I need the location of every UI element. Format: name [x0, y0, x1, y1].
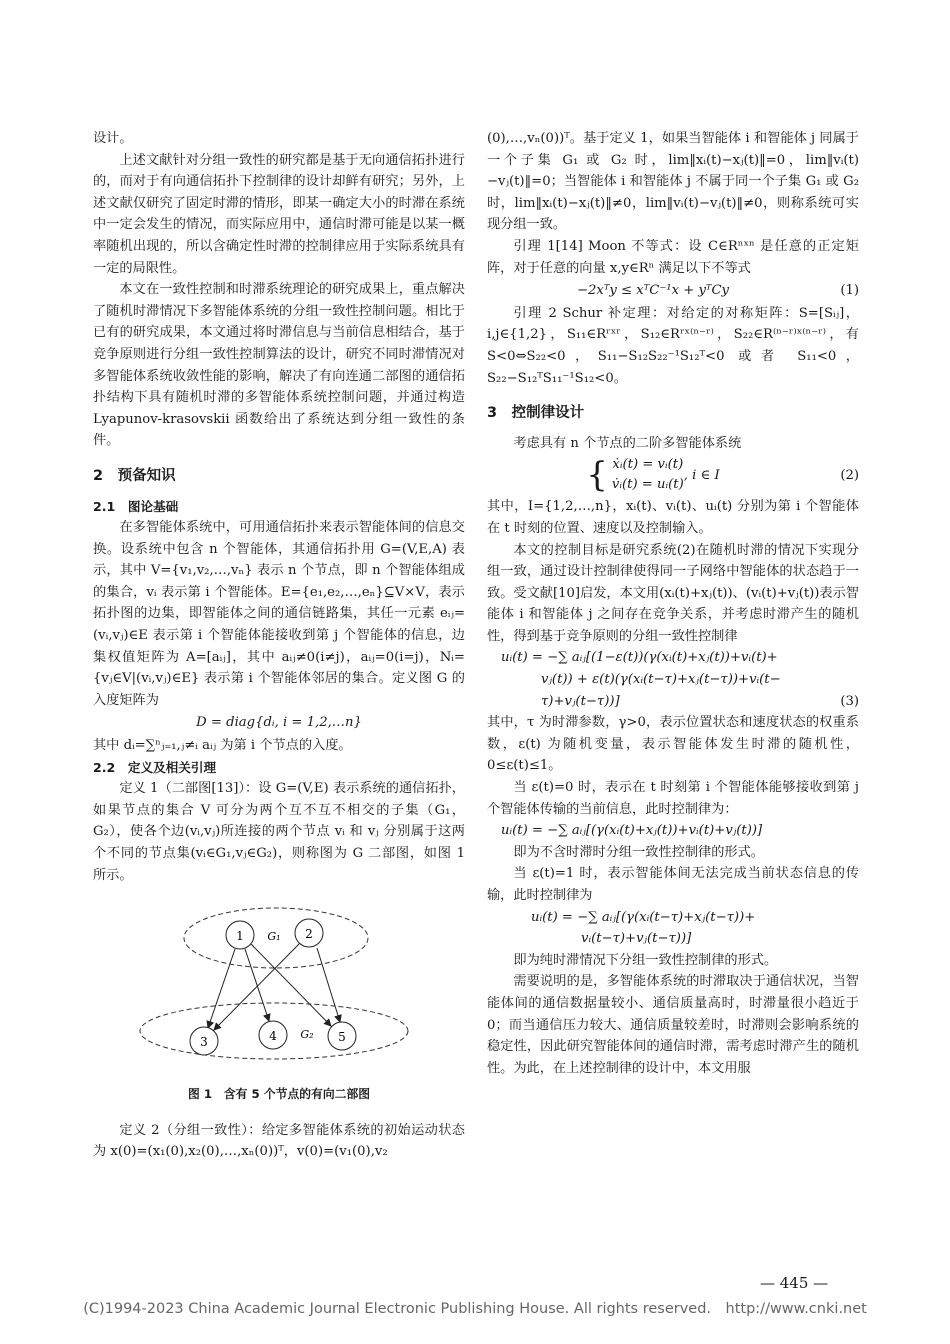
- equation-line: vⱼ(t)) + ε(t)(γ(xᵢ(t−τ)+xⱼ(t−τ))+vᵢ(t−: [541, 672, 781, 688]
- equation-text: −2xᵀy ≤ xᵀC⁻¹x + yᵀCy: [576, 283, 729, 299]
- node-label: 2: [305, 927, 313, 942]
- subset-g1-label: G₁: [267, 930, 281, 944]
- equation-number: (2): [840, 467, 859, 483]
- equation-1: [487, 279, 859, 303]
- equation-pure-delay: [487, 907, 859, 950]
- equation-2: [487, 454, 859, 496]
- equation-line: ẋᵢ(t) = vᵢ(t): [612, 457, 684, 473]
- figure-caption: 图 1 含有 5 个节点的有向二部图: [187, 1087, 371, 1102]
- paragraph: 其中，I={1,2,…,n}，xᵢ(t)、vᵢ(t)、uᵢ(t) 分别为第 i 个智能体在 t 时刻的位置、速度以及控制输入。: [487, 499, 859, 536]
- paragraph: 在多智能体系统中，可用通信拓扑来表示智能体间的信息交换。设系统中包含 n 个智能体，其通信拓扑用 G=(V,E,A) 表示，其中 V={v₁,v₂,…,vₙ} 表示 n 个节点，即 n 个智能体组成的集合，vᵢ 表示第 i 个智能体。E={e₁,e₂,…,eₙ}⊆V×V，表示拓扑图的边集，即智能体之间的通信链路集，其任一元素 eᵢⱼ=(vᵢ,vⱼ)∈E 表示第 i 个智能体能接收到第 j 个智能体的信息，边集权值矩阵为 A=[aᵢⱼ]，其中 aᵢⱼ≠0(i≠j)，aᵢⱼ=0(i=j)，Nᵢ={vⱼ∈V|(vᵢ,vⱼ)∈E} 表示第 i 个智能体邻居的集合。定义图 G 的入度矩阵为: [93, 520, 465, 708]
- equation-no-delay: [487, 820, 859, 842]
- left-column: [93, 128, 465, 1163]
- paragraph: 引理 1[14] Moon 不等式：设 C∈Rⁿˣⁿ 是任意的正定矩阵，对于任意的向量 x,y∈Rⁿ 满足以下不等式: [487, 238, 859, 276]
- section-heading: 2 预备知识: [93, 467, 176, 484]
- subset-g2-label: G₂: [300, 1028, 314, 1042]
- paragraph: 引理 2 Schur 补定理：对给定的对称矩阵：S=[Sᵢⱼ]，i,j∈{1,2}，S₁₁∈Rʳˣʳ，S₁₂∈Rʳˣ⁽ⁿ⁻ʳ⁾，S₂₂∈R⁽ⁿ⁻ʳ⁾ˣ⁽ⁿ⁻ʳ⁾，有 S<0⇔S₂₂<0，S₁₁−S₁₂S₂₂⁻¹S₁₂ᵀ<0 或者 S₁₁<0，S₂₂−S₁₂ᵀS₁₁⁻¹S₁₂<0。: [487, 305, 859, 386]
- subsection-heading: 2.1 图论基础: [93, 498, 179, 514]
- paragraph: 其中，τ 为时滞参数，γ>0，表示位置状态和速度状态的权重系数，ε(t) 为随机变量，表示智能体发生时滞的随机性，0≤ε(t)≤1。: [487, 715, 859, 774]
- paragraph: 需要说明的是，多智能体系统的时滞取决于通信状况，当智能体间的通信数据量较小、通信质量高时，时滞量很小趋近于 0；而当通信压力较大、通信质量较差时，时滞则会影响系统的稳定性，因此研究智能体间的通信时滞，需考虑时滞产生的随机性。为此，在上述控制律的设计中，本文用服: [487, 974, 859, 1076]
- paragraph: 考虑具有 n 个节点的二阶多智能体系统: [513, 435, 742, 451]
- equation-system: { ẋᵢ(t) = vᵢ(t) v̇ᵢ(t) = uᵢ(t) , i ∈ I: [586, 455, 720, 496]
- node-label: 3: [200, 1035, 208, 1050]
- equation-line: v̇ᵢ(t) = uᵢ(t): [611, 477, 684, 493]
- edge-1-4: [245, 949, 269, 1021]
- node-label: 5: [338, 1030, 346, 1045]
- node-label: 1: [236, 929, 244, 944]
- paragraph: 本文在一致性控制和时滞系统理论的研究成果上，重点解决了随机时滞情况下多智能体系统的分组一致性控制问题。相比于已有的研究成果，本文通过将时滞信息与当前信息相结合，基于竞争原则进行分组一致性控制算法的设计，研究不同时滞情况对多智能体系统收敛性能的影响，解决了有向连通二部图的通信拓扑结构下具有随机时滞的多智能体系统控制问题，并通过构造 Lyapunov-krasovskii 函数给出了系统达到分组一致性的条件。: [93, 282, 465, 449]
- paragraph: 定义 2（分组一致性）：给定多智能体系统的初始运动状态为 x(0)=(x₁(0),x₂(0),…,xₙ(0))ᵀ，v(0)=(v₁(0),v₂: [93, 1122, 465, 1160]
- paragraph: 本文的控制目标是研究系统(2)在随机时滞的情况下实现分组一致，通过设计控制律使得同一子网络中智能体的状态趋于一致。受文献[10]启发，本文用(xᵢ(t)+xⱼ(t))、(vᵢ(t)+vⱼ(t))表示智能体 i 和智能体 j 之间存在竞争关系，并考虑时滞产生的随机性，得到基于竞争原则的分组一致性控制律: [487, 542, 859, 644]
- section-heading: 3 控制律设计: [487, 405, 585, 422]
- edge-1-3: [208, 949, 235, 1028]
- paragraph: 即为不含时滞时分组一致性控制律的形式。: [513, 844, 764, 860]
- equation-line: uᵢ(t) = −∑ aᵢⱼ[(1−ε(t))(γ(xᵢ(t)+xⱼ(t))+vᵢ(t)+: [501, 650, 778, 666]
- bipartite-graph-figure: [93, 898, 465, 1078]
- paragraph: 定义 1（二部图[13]）：设 G=(V,E) 表示系统的通信拓扑，如果节点的集合 V 可分为两个互不互不相交的子集（G₁，G₂），使各个边(vᵢ,vⱼ)所连接的两个节点 vᵢ 和 vⱼ 分别属于这两个不同的节点集(vᵢ∈G₁,vⱼ∈G₂)，则称图为 G 二部图，如图 1 所示。: [93, 781, 465, 883]
- equation-line: uᵢ(t) = −∑ aᵢⱼ[(γ(xᵢ(t)+xⱼ(t))+vᵢ(t)+vⱼ(t))]: [501, 823, 763, 839]
- equation-number: (1): [840, 283, 859, 299]
- paragraph: 当 ε(t)=0 时，表示在 t 时刻第 i 个智能体能够接收到第 j 个智能体传输的当前信息，此时控制律为：: [487, 780, 859, 817]
- equation-indegree: [93, 711, 465, 735]
- paragraph: 上述文献针对分组一致性的研究都是基于无向通信拓扑进行的，而对于有向通信拓扑下控制律的设计却鲜有研究；另外，上述文献仅研究了固定时滞的情形，即某一确定大小的时滞在系统中一定会发生的情况，而实际应用中，通信时滞可能是以某一概率随机出现的，所以含确定性时滞的控制律应用于实际系统具有一定的局限性。: [93, 152, 465, 276]
- edge-1-5: [251, 944, 331, 1026]
- equation-text: D = diag{dᵢ, i = 1,2,…n}: [196, 715, 362, 731]
- paragraph: 设计。: [93, 131, 133, 146]
- bipartite-graph: [93, 898, 465, 1078]
- copyright-footer: (C)1994-2023 China Academic Journal Electronic Publishing House. All rights reserved. http://www.cnki.net: [83, 1301, 867, 1317]
- equation-line: τ)+vⱼ(t−τ))]: [541, 693, 620, 709]
- page-number: — 445 —: [760, 1274, 829, 1292]
- equation-number: (3): [840, 693, 859, 709]
- right-column: [487, 128, 859, 1079]
- subsection-heading: 2.2 定义及相关引理: [93, 759, 217, 775]
- equation-line: uᵢ(t) = −∑ aᵢⱼ[(γ(xᵢ(t−τ)+xⱼ(t−τ))+: [531, 909, 756, 925]
- equation-line: vᵢ(t−τ)+vⱼ(t−τ))]: [581, 931, 692, 947]
- equation-3: [487, 647, 859, 712]
- paragraph: (0),…,vₙ(0))ᵀ。基于定义 1，如果当智能体 i 和智能体 j 同属于一个子集 G₁ 或 G₂ 时，lim‖xᵢ(t)−xⱼ(t)‖=0，lim‖vᵢ(t)−vⱼ(t)‖=0；当智能体 i 和智能体 j 不属于同一个子集 G₁ 或 G₂ 时，lim‖xᵢ(t)−xⱼ(t)‖≠0，lim‖vᵢ(t)−vⱼ(t)‖≠0，则称系统可实现分组一致。: [487, 131, 859, 233]
- paragraph: 当 ε(t)=1 时，表示智能体间无法完成当前状态信息的传输，此时控制律为: [487, 866, 859, 903]
- node-label: 4: [269, 1029, 277, 1044]
- equation-line: , i ∈ I: [683, 467, 720, 483]
- paragraph: 其中 dᵢ=∑ⁿⱼ₌₁,ⱼ≠ᵢ aᵢⱼ 为第 i 个节点的入度。: [93, 738, 352, 754]
- paragraph: 即为纯时滞情况下分组一致性控制律的形式。: [513, 952, 778, 968]
- edge-2-5: [317, 948, 340, 1022]
